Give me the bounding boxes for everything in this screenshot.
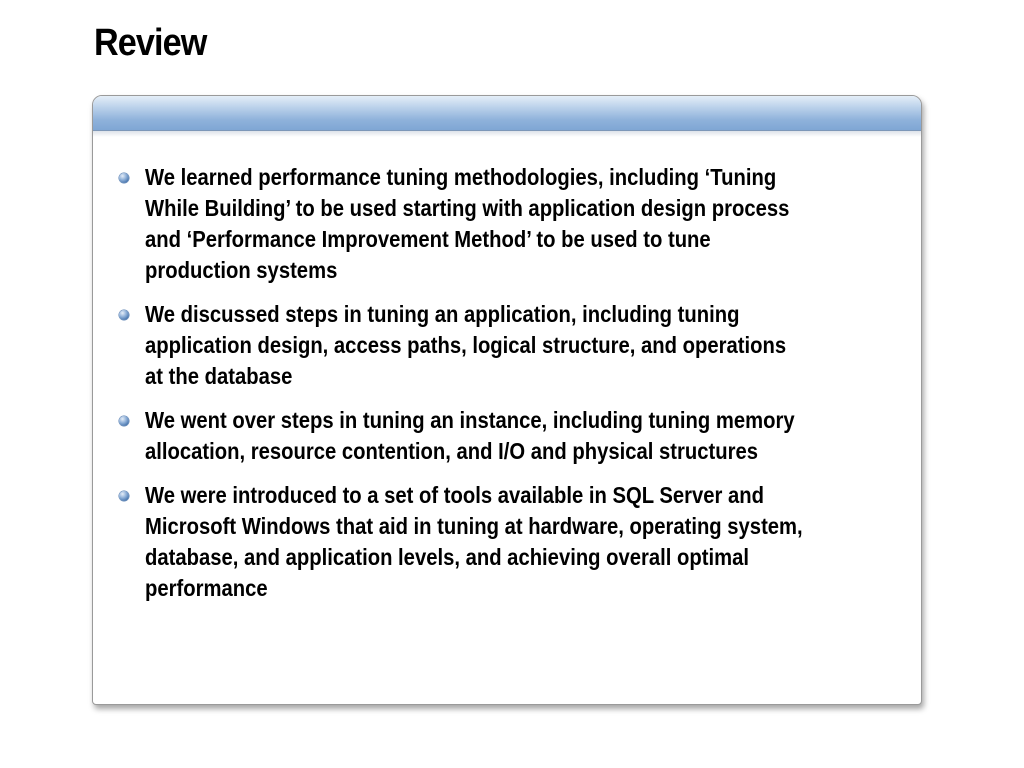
content-panel	[92, 95, 922, 705]
bullet-line: at the database	[145, 363, 293, 389]
list-item	[119, 405, 909, 467]
blue-sphere-bullet-icon	[119, 310, 129, 320]
bullet-line: We learned performance tuning methodologies, including ‘Tuning	[145, 164, 777, 190]
bullet-line: We were introduced to a set of tools available in SQL Server and	[145, 482, 764, 508]
bullet-line: application design, access paths, logical structure, and operations	[145, 332, 787, 358]
bullet-line: Microsoft Windows that aid in tuning at hardware, operating system,	[145, 513, 803, 539]
bullet-line: We discussed steps in tuning an application, including tuning	[145, 301, 740, 327]
bullet-line: performance	[145, 575, 268, 601]
panel-header-bar	[93, 96, 921, 131]
bullet-line: allocation, resource contention, and I/O and physical structures	[145, 438, 758, 464]
bullet-text	[145, 480, 902, 604]
bullet-text	[145, 162, 902, 286]
list-item	[119, 299, 909, 392]
list-item	[119, 480, 909, 604]
bullet-line: database, and application levels, and achieving overall optimal	[145, 544, 750, 570]
bullet-line: While Building’ to be used starting with application design process	[145, 195, 790, 221]
bullet-line: and ‘Performance Improvement Method’ to be used to tune	[145, 226, 711, 252]
review-bullet-list	[119, 162, 909, 617]
bullet-line: We went over steps in tuning an instance, including tuning memory	[145, 407, 795, 433]
bullet-text	[145, 299, 902, 392]
slide-title: Review	[94, 22, 207, 64]
bullet-line: production systems	[145, 257, 338, 283]
blue-sphere-bullet-icon	[119, 173, 129, 183]
panel-header-shadow	[93, 131, 921, 137]
blue-sphere-bullet-icon	[119, 491, 129, 501]
blue-sphere-bullet-icon	[119, 416, 129, 426]
bullet-text	[145, 405, 902, 467]
list-item	[119, 162, 909, 286]
